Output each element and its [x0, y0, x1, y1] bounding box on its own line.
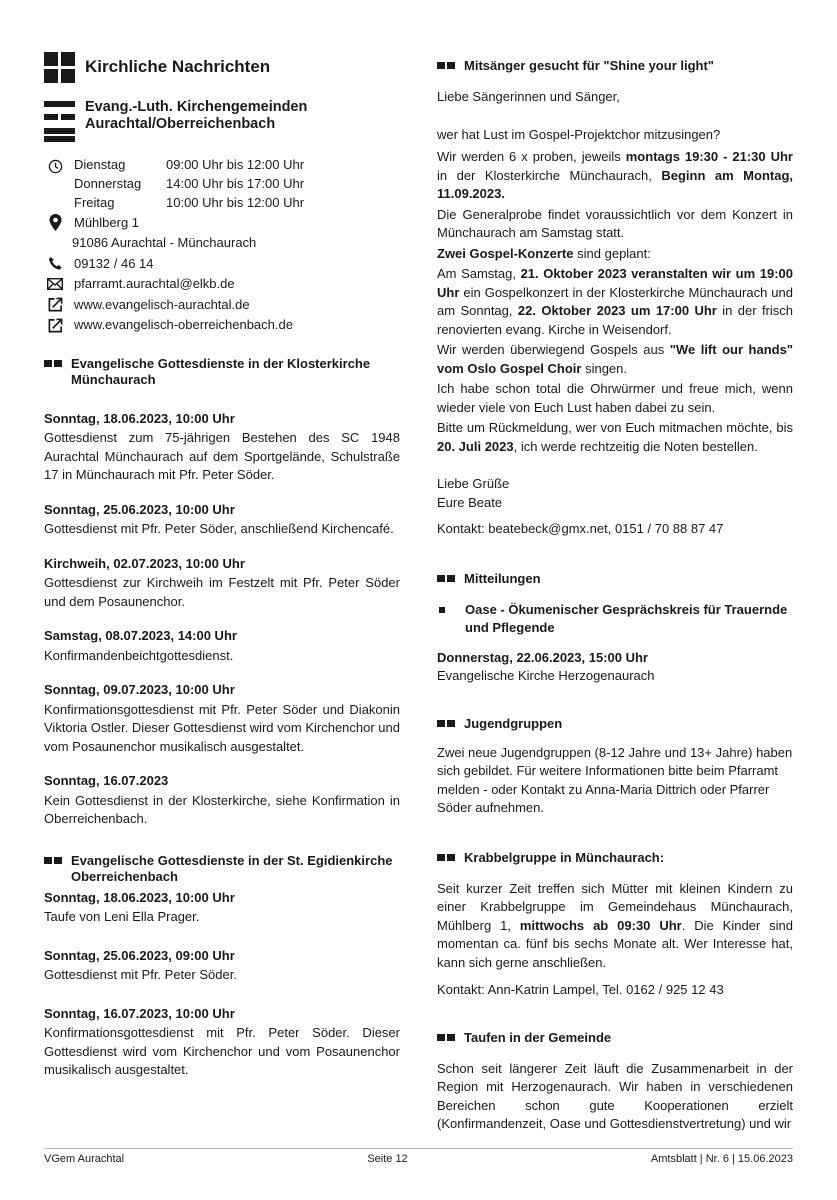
text: sind geplant: [573, 245, 651, 261]
event-item [44, 501, 400, 539]
gospel-signature: Eure Beate [437, 494, 503, 510]
text: Am Samstag, [437, 266, 521, 281]
event-text: Taufe von Leni Ella Prager. [44, 909, 200, 924]
event-heading: Sonntag, 16.07.2023 [44, 773, 169, 788]
bars-logo-icon [44, 101, 75, 144]
text: Dienstag [74, 156, 126, 172]
mail-icon [44, 276, 66, 292]
text: Evang.-Luth. Kirchengemeinden [85, 99, 308, 115]
gospel-dress-rehearsal: Die Generalprobe findet voraussichtlich vor dem Konzert in Münchaurach am Samstag statt. [437, 206, 793, 240]
email-link[interactable]: pfarramt.aurachtal@elkb.de [74, 276, 235, 291]
event-item [44, 627, 400, 665]
website-link[interactable]: www.evangelisch-aurachtal.de [74, 296, 250, 312]
event-text: Gottesdienst zur Kirchweih im Festzelt mit Pfr. Peter Söder und dem Posaunenchor. [44, 575, 400, 609]
text: . Die Kinder sind momentan ca. fünf bis sechs Monate alt. Wer Interesse hat, kann sich gerne anschließen. [437, 917, 794, 970]
gospel-rehearsal [437, 148, 793, 204]
address-city-row [44, 233, 400, 254]
hours-row [74, 156, 304, 175]
toddler-group-contact: Kontakt: Ann-Katrin Lampel, Tel. 0162 / 925 12 43 [437, 982, 724, 997]
text: Evangelische Gottesdienste in der St. Egidienkirche Oberreichenbach [71, 852, 393, 884]
text: mittwochs ab 09:30 Uhr [519, 917, 682, 933]
text: Mitteilungen [464, 570, 541, 586]
gospel-concert-dates [437, 265, 793, 339]
parish-header [44, 99, 400, 144]
text: Wir werden 6 x proben, jeweils [437, 149, 626, 164]
web-row [44, 315, 400, 336]
event-heading: Sonntag, 25.06.2023, 10:00 Uhr [44, 501, 235, 517]
text: 20. Juli 2023 [437, 438, 514, 454]
location-pin-icon [44, 215, 66, 231]
footer-left: VGem Aurachtal [44, 1153, 125, 1165]
section-heading [44, 356, 400, 388]
text: Taufen in der Gemeinde [464, 1029, 612, 1045]
event-text: Gottesdienst mit Pfr. Peter Söder. [44, 967, 237, 982]
event-item [44, 1005, 400, 1080]
section-heading [437, 1030, 793, 1046]
text: Mitsänger gesucht für "Shine your light" [464, 58, 714, 73]
event-item [44, 889, 400, 927]
right-column [437, 50, 793, 1134]
event-text: Konfirmationsgottesdienst mit Pfr. Peter Söder und Diakonin Viktoria Ostler. Dieser Gottesdienst wird vom Kirchenchor und vom Posaunenchor musikalisch ausgestaltet. [44, 701, 400, 754]
section-heading [437, 850, 793, 866]
gospel-greeting: Liebe Sängerinnen und Sänger, [437, 89, 620, 104]
hours-row [74, 175, 304, 194]
gospel-regards: Liebe Grüße [437, 476, 510, 491]
double-square-icon [437, 62, 455, 69]
text: Krabbelgruppe in Münchaurach: [464, 849, 665, 865]
text: montags 19:30 - 21:30 Uhr [625, 149, 793, 164]
text: Donnerstag [74, 175, 142, 191]
external-link-icon [44, 297, 66, 313]
double-square-icon [437, 1034, 455, 1041]
phone-row [44, 254, 400, 275]
address-street: Mühlberg 1 [74, 214, 140, 230]
footer-page-number: Seite 12 [367, 1153, 408, 1165]
section-heading [437, 58, 793, 74]
parish-title [85, 99, 307, 133]
text: 10:00 Uhr bis 12:00 Uhr [166, 194, 305, 210]
text: Oase - Ökumenischer Gesprächskreis für Trauernde und Pflegende [465, 601, 788, 635]
section-heading [437, 571, 793, 587]
gospel-reply-request [437, 419, 793, 456]
web-row [44, 295, 400, 316]
clock-icon [44, 159, 66, 175]
section-heading [44, 853, 400, 885]
hours-row [74, 194, 304, 213]
event-text: Konfirmandenbeichtgottesdienst. [44, 647, 234, 663]
double-square-icon [437, 854, 455, 861]
event-text: Konfirmationsgottesdienst mit Pfr. Peter Söder. Dieser Gottesdienst wird vom Kirchenchor und vom Posaunenchor musikalisch ausgestaltet. [44, 1025, 400, 1077]
event-heading: Sonntag, 09.07.2023, 10:00 Uhr [44, 682, 235, 697]
text: Seit kurzer Zeit treffen sich Mütter mit kleinen Kindern zu einer Krabbelgruppe im Gemeindehaus Münchaurach, Mühlberg 1, [437, 880, 793, 933]
text: singen. [581, 360, 628, 376]
event-item [44, 947, 400, 985]
footer-right: Amtsblatt | Nr. 6 | 15.06.2023 [650, 1153, 793, 1165]
gospel-repertoire [437, 341, 793, 378]
contact-info [44, 156, 400, 336]
event-item [44, 681, 400, 756]
event-text: Kein Gottesdienst in der Klosterkirche, siehe Konfirmation in Oberreichenbach. [44, 792, 400, 826]
text: in der Klosterkirche Münchaurach, [437, 167, 662, 183]
text: Freitag [74, 194, 115, 210]
text: Zwei Gospel-Konzerte [437, 245, 574, 261]
bullet-icon [439, 607, 445, 613]
gospel-contact: Kontakt: beatebeck@gmx.net, 0151 / 70 88 87 47 [437, 521, 724, 536]
event-heading: Kirchweih, 02.07.2023, 10:00 Uhr [44, 555, 245, 571]
event-heading: Sonntag, 25.06.2023, 09:00 Uhr [44, 947, 235, 963]
double-square-icon [44, 360, 62, 367]
external-link-icon [44, 317, 66, 333]
gospel-excitement: Ich habe schon total die Ohrwürmer und freue mich, wenn wieder viele von Euch Lust haben dabei zu sein. [437, 381, 793, 415]
double-square-icon [437, 720, 455, 727]
event-item [44, 555, 400, 612]
email-row [44, 274, 400, 295]
page-title: Kirchliche Nachrichten [85, 57, 271, 77]
text: Bitte um Rückmeldung, wer von Euch mitmachen möchte, bis [437, 420, 793, 435]
office-hours [44, 156, 400, 213]
text: Wir werden überwiegend Gospels aus [437, 342, 670, 357]
youth-text: Zwei neue Jugendgruppen (8-12 Jahre und 13+ Jahre) haben sich gebildet. Für weitere Informationen bitte beim Pfarramt melden - oder Kontakt zu Anna-Maria Dittrich oder Pfarrer Söder aufnehmen. [437, 744, 793, 815]
event-heading: Samstag, 08.07.2023, 14:00 Uhr [44, 628, 237, 643]
toddler-group-text [437, 880, 793, 973]
website-link[interactable]: www.evangelisch-oberreichenbach.de [74, 317, 293, 332]
event-heading: Sonntag, 18.06.2023, 10:00 Uhr [44, 889, 235, 905]
event-item [44, 772, 400, 829]
oase-heading [437, 601, 793, 637]
left-column [44, 50, 400, 1080]
double-square-icon [437, 575, 455, 582]
address-city: 91086 Aurachtal - Münchaurach [72, 235, 257, 250]
text: , ich werde rechtzeitig die Noten bestellen. [513, 438, 758, 454]
phone-icon [44, 256, 66, 272]
event-item [44, 410, 400, 485]
event-heading: Sonntag, 18.06.2023, 10:00 Uhr [44, 410, 235, 426]
text: Beginn am Montag, 11.09.2023. [437, 167, 794, 201]
text: ein Gospelkonzert in der Klosterkirche Münchaurach und am Sonntag, [437, 284, 793, 318]
oase-place: Evangelische Kirche Herzogenaurach [437, 668, 655, 683]
event-heading: Sonntag, 16.07.2023, 10:00 Uhr [44, 1005, 235, 1021]
gospel-concerts-intro [437, 245, 793, 264]
text: in der frisch renovierten evang. Kirche in Weisendorf. [437, 303, 794, 337]
grid-logo-icon [44, 52, 75, 83]
double-square-icon [44, 857, 62, 864]
text: 09:00 Uhr bis 12:00 Uhr [166, 156, 305, 172]
baptism-text: Schon seit längerer Zeit läuft die Zusammenarbeit in der Region mit Herzogenaurach. Wir haben in verschiedenen Bereichen schon gute Kooperationen erzielt (Konfirmandenzeit, Oase und Gottesdienstvertretung) und wir [437, 1060, 793, 1131]
text: Evangelische Gottesdienste in der Klosterkirche Münchaurach [71, 355, 371, 387]
event-text: Gottesdienst zum 75-jährigen Bestehen des SC 1948 Aurachtal Münchaurach auf dem Sportgelände, Schulstraße 17 in Münchaurach mit Pfr. Peter Söder. [44, 430, 400, 482]
text: "We lift our hands" vom Oslo Gospel Choir [437, 342, 793, 376]
event-text: Gottesdienst mit Pfr. Peter Söder, anschließend Kirchencafé. [44, 521, 394, 536]
address-row [44, 213, 400, 234]
text: Aurachtal/Oberreichenbach [85, 116, 276, 132]
text: Jugendgruppen [464, 715, 563, 731]
section-header [44, 52, 400, 83]
phone-number: 09132 / 46 14 [74, 255, 154, 271]
gospel-question: wer hat Lust im Gospel-Projektchor mitzusingen? [437, 126, 721, 142]
page-footer [44, 1148, 793, 1165]
text: 14:00 Uhr bis 17:00 Uhr [166, 175, 305, 191]
text: 22. Oktober 2023 um 17:00 Uhr [517, 303, 717, 318]
section-heading [437, 716, 793, 732]
oase-date: Donnerstag, 22.06.2023, 15:00 Uhr [437, 649, 648, 665]
text: 21. Oktober 2023 veranstalten wir um 19:00 Uhr [437, 266, 793, 300]
